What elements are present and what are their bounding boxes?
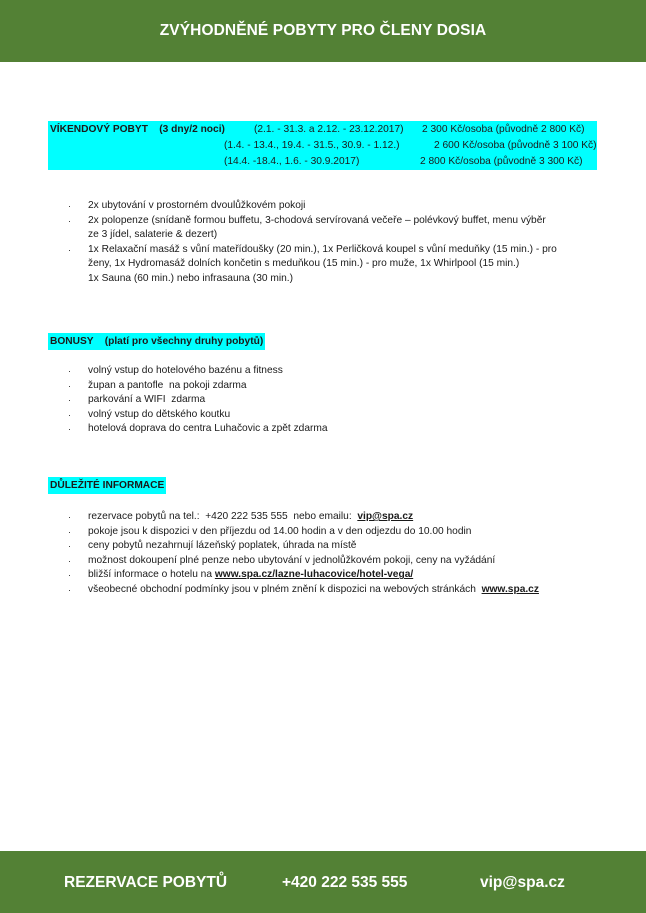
list-item: · volný vstup do dětského koutku	[64, 408, 584, 423]
bullet-icon: ·	[68, 424, 71, 435]
hotel-info-link[interactable]: www.spa.cz/lazne-luhacovice/hotel-vega/	[214, 569, 414, 581]
list-item: · župan a pantofle na pokoji zdarma	[64, 379, 584, 394]
weekend-price-2: 2 600 Kč/osoba (původně 3 100 Kč)	[434, 140, 597, 151]
bonus-list	[64, 364, 584, 437]
weekend-price-3: 2 800 Kč/osoba (původně 3 300 Kč)	[420, 156, 583, 167]
page-header	[0, 0, 646, 62]
list-item: · volný vstup do hotelového bazénu a fitness	[64, 364, 584, 379]
list-item: · 1x Relaxační masáž s vůní mateřídoušky (20 min.), 1x Perličková koupel s vůní meduňky (15 min.) - pro ženy, 1x Hydromasáž dolních končetin s meduňkou (15 min.) - pro muže, 1x Whirlpool (15 min.) 1x Sauna (60 min.) nebo infrasauna (30 min.)	[68, 243, 557, 284]
reservation-email-link[interactable]: vip@spa.cz	[357, 511, 414, 522]
bullet-icon: ·	[68, 395, 71, 406]
list-item: · 2x polopenze (snídaně formou buffetu, 3-chodová servírovaná večeře – polévkový buffet, menu výběr ze 3 jídel, salaterie & dezert)	[68, 214, 546, 241]
weekend-dates-3: (14.4. -18.4., 1.6. - 30.9.2017)	[224, 156, 360, 167]
list-item: · 2x ubytování v prostorném dvoulůžkovém pokoji	[64, 199, 604, 214]
bullet-icon: ·	[68, 380, 71, 391]
footer-phone: +420 222 535 555	[282, 874, 408, 891]
bullet-icon: ·	[68, 555, 71, 566]
bullet-icon: ·	[68, 244, 71, 255]
bullet-icon: ·	[68, 570, 71, 581]
bullet-icon: ·	[68, 201, 71, 211]
stay-contents-list	[64, 199, 604, 287]
weekend-stay-block	[48, 121, 597, 170]
footer-email: vip@spa.cz	[480, 874, 565, 891]
bullet-icon: ·	[68, 526, 71, 537]
list-item: · pokoje jsou k dispozici v den příjezdu od 14.00 hodin a v den odjezdu do 10.00 hodin	[64, 525, 604, 540]
weekend-price-1: 2 300 Kč/osoba (původně 2 800 Kč)	[422, 124, 585, 135]
info-label: DŮLEŽITÉ INFORMACE	[48, 477, 166, 494]
list-item: · bližší informace o hotelu na www.spa.cz/lazne-luhacovice/hotel-vega/	[64, 568, 604, 583]
bullet-icon: ·	[68, 366, 71, 376]
bullet-icon: ·	[68, 512, 71, 522]
weekend-stay-label: VÍKENDOVÝ POBYT (3 dny/2 noci)	[50, 124, 225, 135]
terms-link[interactable]: www.spa.cz	[481, 583, 539, 595]
bullet-icon: ·	[68, 215, 71, 226]
reservation-phone: +420 222 535 555	[205, 511, 288, 522]
list-item: · všeobecné obchodní podmínky jsou v plném znění k dispozici na webových stránkách www.spa.cz	[64, 583, 604, 598]
list-item: · rezervace pobytů na tel.: +420 222 535 555 nebo emailu: vip@spa.cz	[64, 510, 604, 525]
list-item: · hotelová doprava do centra Luhačovic a zpět zdarma	[64, 422, 584, 437]
bonus-label: BONUSY (platí pro všechny druhy pobytů)	[48, 333, 265, 350]
weekend-dates-1: (2.1. - 31.3. a 2.12. - 23.12.2017)	[254, 124, 404, 135]
list-item: · parkování a WIFI zdarma	[64, 393, 584, 408]
list-item: · možnost dokoupení plné penze nebo ubytování v jednolůžkovém pokoji, ceny na vyžádání	[64, 554, 604, 569]
footer-reservation-label: REZERVACE POBYTŮ	[64, 874, 228, 891]
weekend-dates-2: (1.4. - 13.4., 19.4. - 31.5., 30.9. - 1.12.)	[224, 140, 400, 151]
page-title: ZVÝHODNĚNÉ POBYTY PRO ČLENY DOSIA	[159, 22, 487, 39]
info-list	[64, 510, 604, 598]
bullet-icon: ·	[68, 541, 71, 552]
bullet-icon: ·	[68, 409, 71, 420]
list-item: · ceny pobytů nezahrnují lázeňský poplatek, úhrada na místě	[64, 539, 604, 554]
bullet-icon: ·	[68, 584, 71, 595]
page-footer	[0, 851, 646, 913]
